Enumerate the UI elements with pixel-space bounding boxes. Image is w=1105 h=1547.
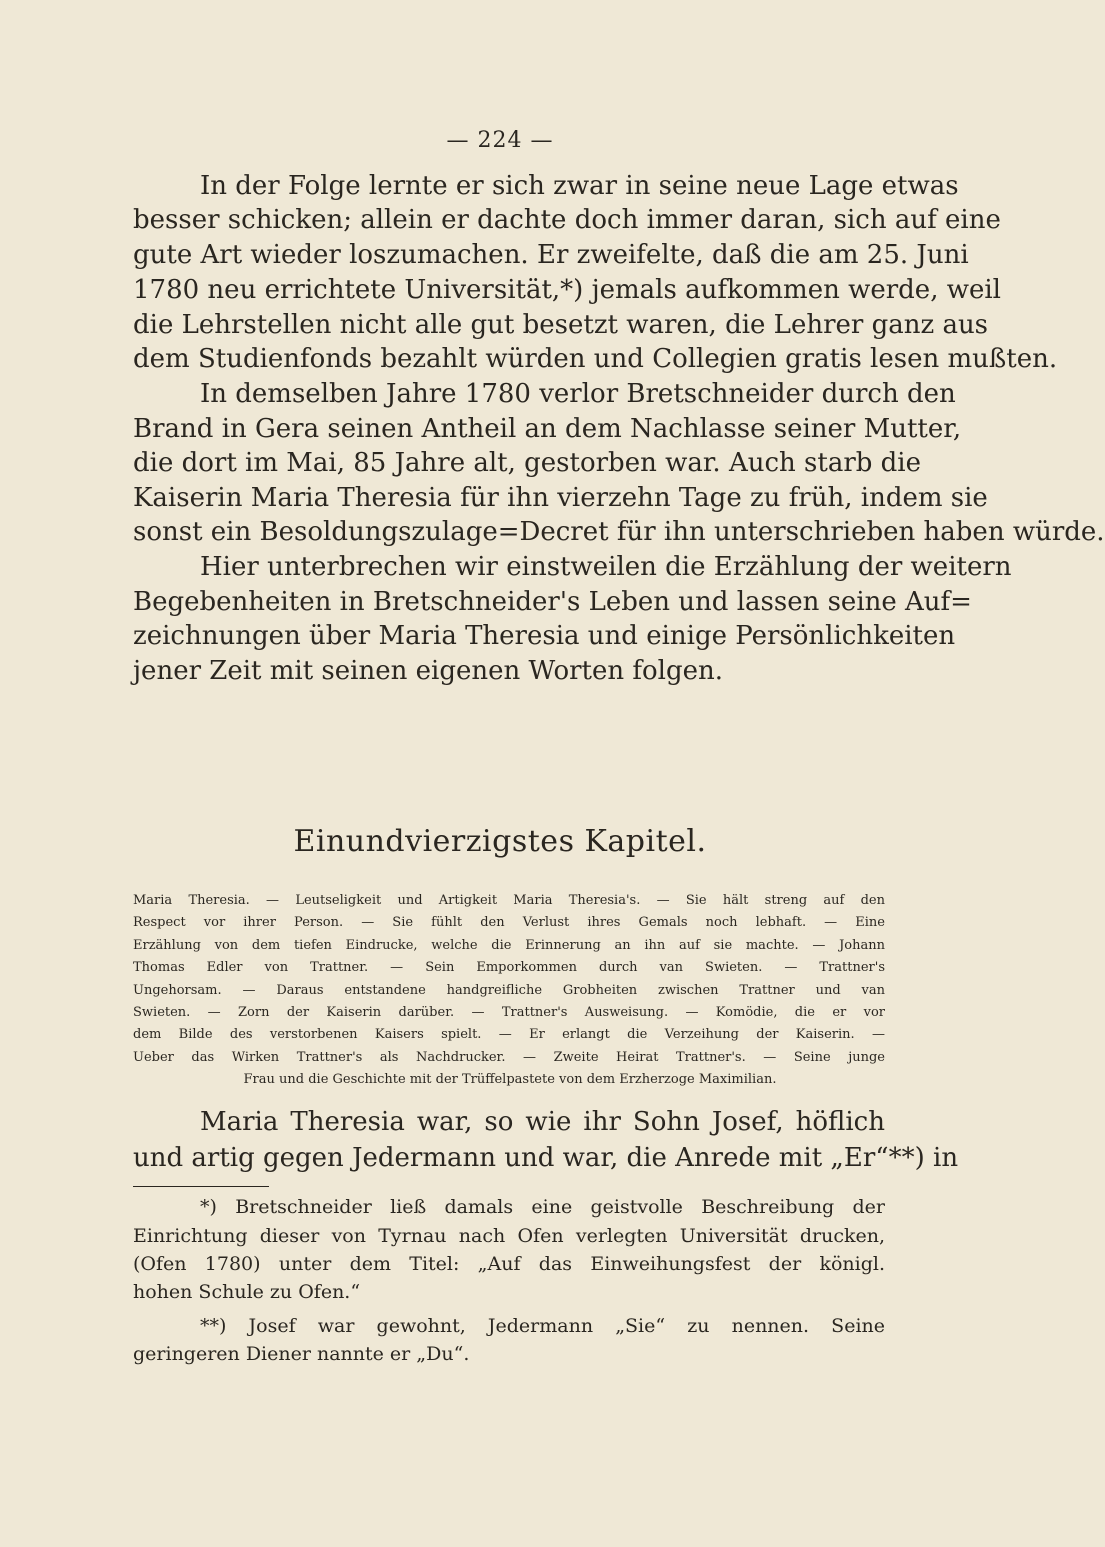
footnote-line: *) Bretschneider ließ damals eine geistvolle Beschreibung der [200, 1196, 885, 1218]
footnote-line: Einrichtung dieser von Tyrnau nach Ofen verlegten Universität drucken, [133, 1225, 885, 1247]
chapter-summary-line: Ueber das Wirken Trattner's als Nachdrucker. — Zweite Heirat Trattner's. — Seine junge [133, 1050, 885, 1065]
footnote-line: **) Josef war gewohnt, Jedermann „Sie“ zu nennen. Seine [200, 1315, 885, 1337]
chapter-summary-line: Frau und die Geschichte mit der Trüffelpastete von dem Erzherzoge Maximilian. [243, 1072, 777, 1087]
body-text-line: gute Art wieder loszumachen. Er zweifelte, daß die am 25. Juni [133, 240, 969, 270]
body-text-line: die Lehrstellen nicht alle gut besetzt waren, die Lehrer ganz aus [133, 310, 989, 340]
body-text-line: In der Folge lernte er sich zwar in seine neue Lage etwas [200, 171, 959, 201]
chapter-summary-line: Respect vor ihrer Person. — Sie fühlt den Verlust ihres Gemals noch lebhaft. — Eine [133, 915, 885, 930]
chapter-summary-line: Swieten. — Zorn der Kaiserin darüber. — Trattner's Ausweisung. — Komödie, die er vor [133, 1005, 885, 1020]
page-number: — 224 — [446, 128, 554, 153]
chapter-summary-line: Maria Theresia. — Leutseligkeit und Artigkeit Maria Theresia's. — Sie hält streng auf den [133, 893, 885, 908]
chapter-summary-line: Ungehorsam. — Daraus entstandene handgreifliche Grobheiten zwischen Trattner und van [133, 983, 885, 998]
chapter-body-line: Maria Theresia war, so wie ihr Sohn Josef, höflich [200, 1107, 885, 1137]
body-text-line: sonst ein Besoldungszulage=Decret für ihn unterschrieben haben würde. [133, 517, 1105, 547]
body-text-line: besser schicken; allein er dachte doch immer daran, sich auf eine [133, 205, 1001, 235]
body-text-line: jener Zeit mit seinen eigenen Worten folgen. [133, 656, 724, 686]
chapter-body-line: und artig gegen Jedermann und war, die Anrede mit „Er“**) in [133, 1143, 959, 1173]
body-text-line: Brand in Gera seinen Antheil an dem Nachlasse seiner Mutter, [133, 414, 962, 444]
body-text-line: In demselben Jahre 1780 verlor Bretschneider durch den [200, 379, 956, 409]
chapter-summary-line: Erzählung von dem tiefen Eindrucke, welche die Erinnerung an ihn auf sie machte. — Johann [133, 938, 885, 953]
chapter-summary-line: Thomas Edler von Trattner. — Sein Emporkommen durch van Swieten. — Trattner's [133, 960, 885, 975]
body-text-line: Hier unterbrechen wir einstweilen die Erzählung der weitern [200, 552, 1012, 582]
footnote-line: geringeren Diener nannte er „Du“. [133, 1343, 470, 1365]
body-text-line: Kaiserin Maria Theresia für ihn vierzehn Tage zu früh, indem sie [133, 483, 988, 513]
footnote-line: hohen Schule zu Ofen.“ [133, 1281, 361, 1303]
body-text-line: zeichnungen über Maria Theresia und einige Persönlichkeiten [133, 621, 956, 651]
body-text-line: 1780 neu errichtete Universität,*) jemals aufkommen werde, weil [133, 275, 1001, 305]
body-text-line: dem Studienfonds bezahlt würden und Collegien gratis lesen mußten. [133, 344, 1058, 374]
footnote-line: (Ofen 1780) unter dem Titel: „Auf das Einweihungsfest der königl. [133, 1253, 885, 1275]
chapter-title: Einundvierzigstes Kapitel. [293, 824, 707, 859]
body-text-line: die dort im Mai, 85 Jahre alt, gestorben war. Auch starb die [133, 448, 922, 478]
body-text-line: Begebenheiten in Bretschneider's Leben und lassen seine Auf= [133, 587, 972, 617]
footnote-divider [133, 1186, 269, 1187]
chapter-summary-line: dem Bilde des verstorbenen Kaisers spielt. — Er erlangt die Verzeihung der Kaiserin. — [133, 1027, 885, 1042]
